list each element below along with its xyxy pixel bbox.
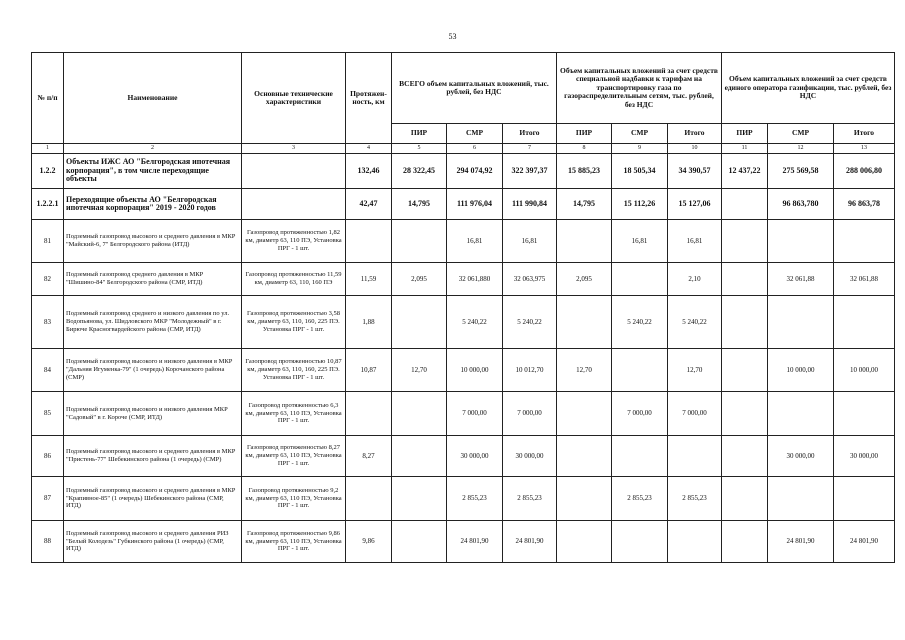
row-length: 8,27 [346,436,392,477]
row-name: Подземный газопровод высокого и низкого давления в МКР "Дальняя Игуменка-79" (1 очередь) Корочанского района (СМР) [64,349,242,392]
surcharge-smr [612,521,668,563]
col-number: 11 [722,144,768,154]
row-length: 132,46 [346,154,392,189]
table-row [32,263,895,296]
surcharge-itogo: 34 390,57 [668,154,722,189]
row-name: Подземный газопровод высокого и среднего давления в МКР "Майский-6, 7" Белгородского района (ИТД) [64,220,242,263]
row-spec: Газопровод протяженностью 6,3 км, диаметр 63, 110 ПЭ, Установка ПРГ - 1 шт. [242,392,346,436]
subheader-smr: СМР [612,124,668,144]
row-name: Подземный газопровод высокого и низкого давления МКР "Садовый" в г. Короче (СМР, ИТД) [64,392,242,436]
surcharge-pir [557,220,612,263]
surcharge-smr: 15 112,26 [612,189,668,220]
row-name: Подземный газопровод среднего давления в МКР "Шишино-84" Белгородского района (СМР, ИТД) [64,263,242,296]
subheader-pir: ПИР [722,124,768,144]
total-smr: 16,81 [447,220,503,263]
total-itogo: 30 000,00 [503,436,557,477]
col-number: 6 [447,144,503,154]
operator-pir [722,220,768,263]
operator-smr [768,477,834,521]
surcharge-smr: 18 505,34 [612,154,668,189]
row-number: 84 [32,349,64,392]
surcharge-itogo: 5 240,22 [668,296,722,349]
operator-pir [722,189,768,220]
surcharge-smr: 7 000,00 [612,392,668,436]
operator-smr: 24 801,90 [768,521,834,563]
surcharge-itogo [668,436,722,477]
row-number: 85 [32,392,64,436]
row-length [346,220,392,263]
total-itogo: 322 397,37 [503,154,557,189]
col-number: 5 [392,144,447,154]
total-itogo: 5 240,22 [503,296,557,349]
subheader-pir: ПИР [557,124,612,144]
table-row [32,349,895,392]
row-name: Переходящие объекты АО "Белгородская ипотечная корпорация" 2019 - 2020 годов [64,189,242,220]
surcharge-itogo: 15 127,06 [668,189,722,220]
operator-pir: 12 437,22 [722,154,768,189]
operator-itogo: 288 006,80 [834,154,895,189]
operator-itogo [834,220,895,263]
operator-itogo [834,477,895,521]
table-row [32,220,895,263]
table-row [32,154,895,189]
col-number: 2 [64,144,242,154]
row-length: 42,47 [346,189,392,220]
row-spec: Газопровод протяженностью 11,59 км, диаметр 63, 110, 160 ПЭ [242,263,346,296]
total-smr: 30 000,00 [447,436,503,477]
row-spec [242,154,346,189]
table-row [32,436,895,477]
total-itogo: 16,81 [503,220,557,263]
header-operator: Объем капитальных вложений за счет средств единого оператора газификации, тыс. рублей, без НДС [722,53,895,124]
table-body [32,53,895,563]
surcharge-pir [557,296,612,349]
surcharge-smr: 16,81 [612,220,668,263]
col-number: 8 [557,144,612,154]
row-spec: Газопровод протяженностью 1,82 км, диаметр 63, 110 ПЭ, Установка ПРГ - 1 шт. [242,220,346,263]
table-row [32,392,895,436]
row-number: 88 [32,521,64,563]
surcharge-smr: 5 240,22 [612,296,668,349]
investment-table [31,52,895,563]
page-number: 53 [448,32,457,41]
row-length: 10,87 [346,349,392,392]
row-number: 81 [32,220,64,263]
subheader-itogo: Итого [834,124,895,144]
total-itogo: 10 012,70 [503,349,557,392]
header-surcharge: Объем капитальных вложений за счет средств специальной надбавки к тарифам на транспортировку газа по газораспределительным сетям, тыс. рублей, без НДС [557,53,722,124]
total-smr: 111 976,04 [447,189,503,220]
operator-pir [722,263,768,296]
row-name: Подземный газопровод высокого и среднего давления в МКР "Пристень-77" Шебекинского района (1 очередь) (СМР) [64,436,242,477]
col-number: 12 [768,144,834,154]
row-name: Подземный газопровод среднего и низкого давления по ул. Водопьянова, ул. Шидловского МКР "Молодежный" в г. Бирюче Красногвардейского района (СМР, ИТД) [64,296,242,349]
surcharge-itogo: 7 000,00 [668,392,722,436]
subheader-pir: ПИР [392,124,447,144]
surcharge-itogo: 12,70 [668,349,722,392]
operator-pir [722,296,768,349]
operator-smr [768,296,834,349]
col-number: 13 [834,144,895,154]
row-number: 87 [32,477,64,521]
surcharge-pir [557,436,612,477]
total-itogo: 32 063,975 [503,263,557,296]
col-number: 1 [32,144,64,154]
subheader-itogo: Итого [503,124,557,144]
row-spec: Газопровод протяженностью 10,87 км, диаметр 63, 110, 160, 225 ПЭ. Установка ПРГ - 1 шт. [242,349,346,392]
operator-itogo: 96 863,78 [834,189,895,220]
row-number: 86 [32,436,64,477]
operator-smr [768,220,834,263]
row-spec: Газопровод протяженностью 8,27 км, диаметр 63, 110 ПЭ, Установка ПРГ - 1 шт. [242,436,346,477]
surcharge-pir [557,392,612,436]
col-number: 7 [503,144,557,154]
operator-itogo: 30 000,00 [834,436,895,477]
operator-pir [722,477,768,521]
operator-smr: 32 061,88 [768,263,834,296]
surcharge-itogo: 2 855,23 [668,477,722,521]
surcharge-smr [612,436,668,477]
row-spec: Газопровод протяженностью 9,86 км, диаметр 63, 110 ПЭ, Установка ПРГ - 1 шт. [242,521,346,563]
total-pir: 2,095 [392,263,447,296]
operator-smr: 30 000,00 [768,436,834,477]
table-row [32,477,895,521]
header-row [32,53,895,124]
surcharge-smr [612,263,668,296]
total-itogo: 111 990,84 [503,189,557,220]
surcharge-pir: 14,795 [557,189,612,220]
total-pir [392,392,447,436]
row-length [346,392,392,436]
surcharge-pir [557,477,612,521]
operator-smr: 96 863,780 [768,189,834,220]
surcharge-pir: 12,70 [557,349,612,392]
col-number: 9 [612,144,668,154]
total-smr: 32 061,880 [447,263,503,296]
surcharge-itogo: 16,81 [668,220,722,263]
col-number: 3 [242,144,346,154]
surcharge-smr: 2 855,23 [612,477,668,521]
total-itogo: 7 000,00 [503,392,557,436]
operator-pir [722,349,768,392]
row-spec: Газопровод протяженностью 3,58 км, диаметр 63, 110, 160, 225 ПЭ. Установка ПРГ - 1 шт. [242,296,346,349]
subheader-itogo: Итого [668,124,722,144]
total-pir [392,521,447,563]
operator-pir [722,392,768,436]
total-itogo: 2 855,23 [503,477,557,521]
row-length: 9,86 [346,521,392,563]
table-row [32,521,895,563]
total-pir [392,477,447,521]
operator-pir [722,521,768,563]
operator-itogo: 32 061,88 [834,263,895,296]
total-smr: 10 000,00 [447,349,503,392]
surcharge-smr [612,349,668,392]
subheader-smr: СМР [447,124,503,144]
surcharge-pir [557,521,612,563]
total-pir [392,220,447,263]
table-row [32,189,895,220]
header-total: ВСЕГО объем капитальных вложений, тыс. рублей, без НДС [392,53,557,124]
operator-smr: 10 000,00 [768,349,834,392]
row-spec: Газопровод протяженностью 9,2 км, диаметр 63, 110 ПЭ, Установка ПРГ - 1 шт. [242,477,346,521]
row-spec [242,189,346,220]
col-number: 10 [668,144,722,154]
header-length: Протяжен-ность, км [346,53,392,144]
total-smr: 24 801,90 [447,521,503,563]
row-name: Объекты ИЖС АО "Белгородская ипотечная корпорация", в том числе переходящие объекты [64,154,242,189]
surcharge-pir: 15 885,23 [557,154,612,189]
total-smr: 294 074,92 [447,154,503,189]
row-number: 1.2.2 [32,154,64,189]
row-number: 82 [32,263,64,296]
operator-smr [768,392,834,436]
row-length: 1,88 [346,296,392,349]
row-name: Подземный газопровод высокого и среднего давления в МКР "Крапивное-85" (1 очередь) Шебекинского района (СМР, ИТД) [64,477,242,521]
row-length: 11,59 [346,263,392,296]
subheader-smr: СМР [768,124,834,144]
surcharge-pir: 2,095 [557,263,612,296]
total-pir [392,296,447,349]
operator-itogo: 10 000,00 [834,349,895,392]
header-num: № п/п [32,53,64,144]
header-name: Наименование [64,53,242,144]
surcharge-itogo [668,521,722,563]
row-length [346,477,392,521]
column-number-row [32,144,895,154]
total-smr: 7 000,00 [447,392,503,436]
operator-itogo [834,296,895,349]
col-number: 4 [346,144,392,154]
operator-smr: 275 569,58 [768,154,834,189]
total-pir: 28 322,45 [392,154,447,189]
total-itogo: 24 801,90 [503,521,557,563]
total-smr: 2 855,23 [447,477,503,521]
header-spec: Основные технические характеристики [242,53,346,144]
operator-itogo [834,392,895,436]
total-smr: 5 240,22 [447,296,503,349]
total-pir: 14,795 [392,189,447,220]
operator-pir [722,436,768,477]
table-row [32,296,895,349]
operator-itogo: 24 801,90 [834,521,895,563]
total-pir: 12,70 [392,349,447,392]
row-number: 1.2.2.1 [32,189,64,220]
row-number: 83 [32,296,64,349]
total-pir [392,436,447,477]
surcharge-itogo: 2,10 [668,263,722,296]
row-name: Подземный газопровод высокого и среднего давления РИЗ "Белый Колодезь" Губкинского района (1 очередь) (СМР, ИТД) [64,521,242,563]
